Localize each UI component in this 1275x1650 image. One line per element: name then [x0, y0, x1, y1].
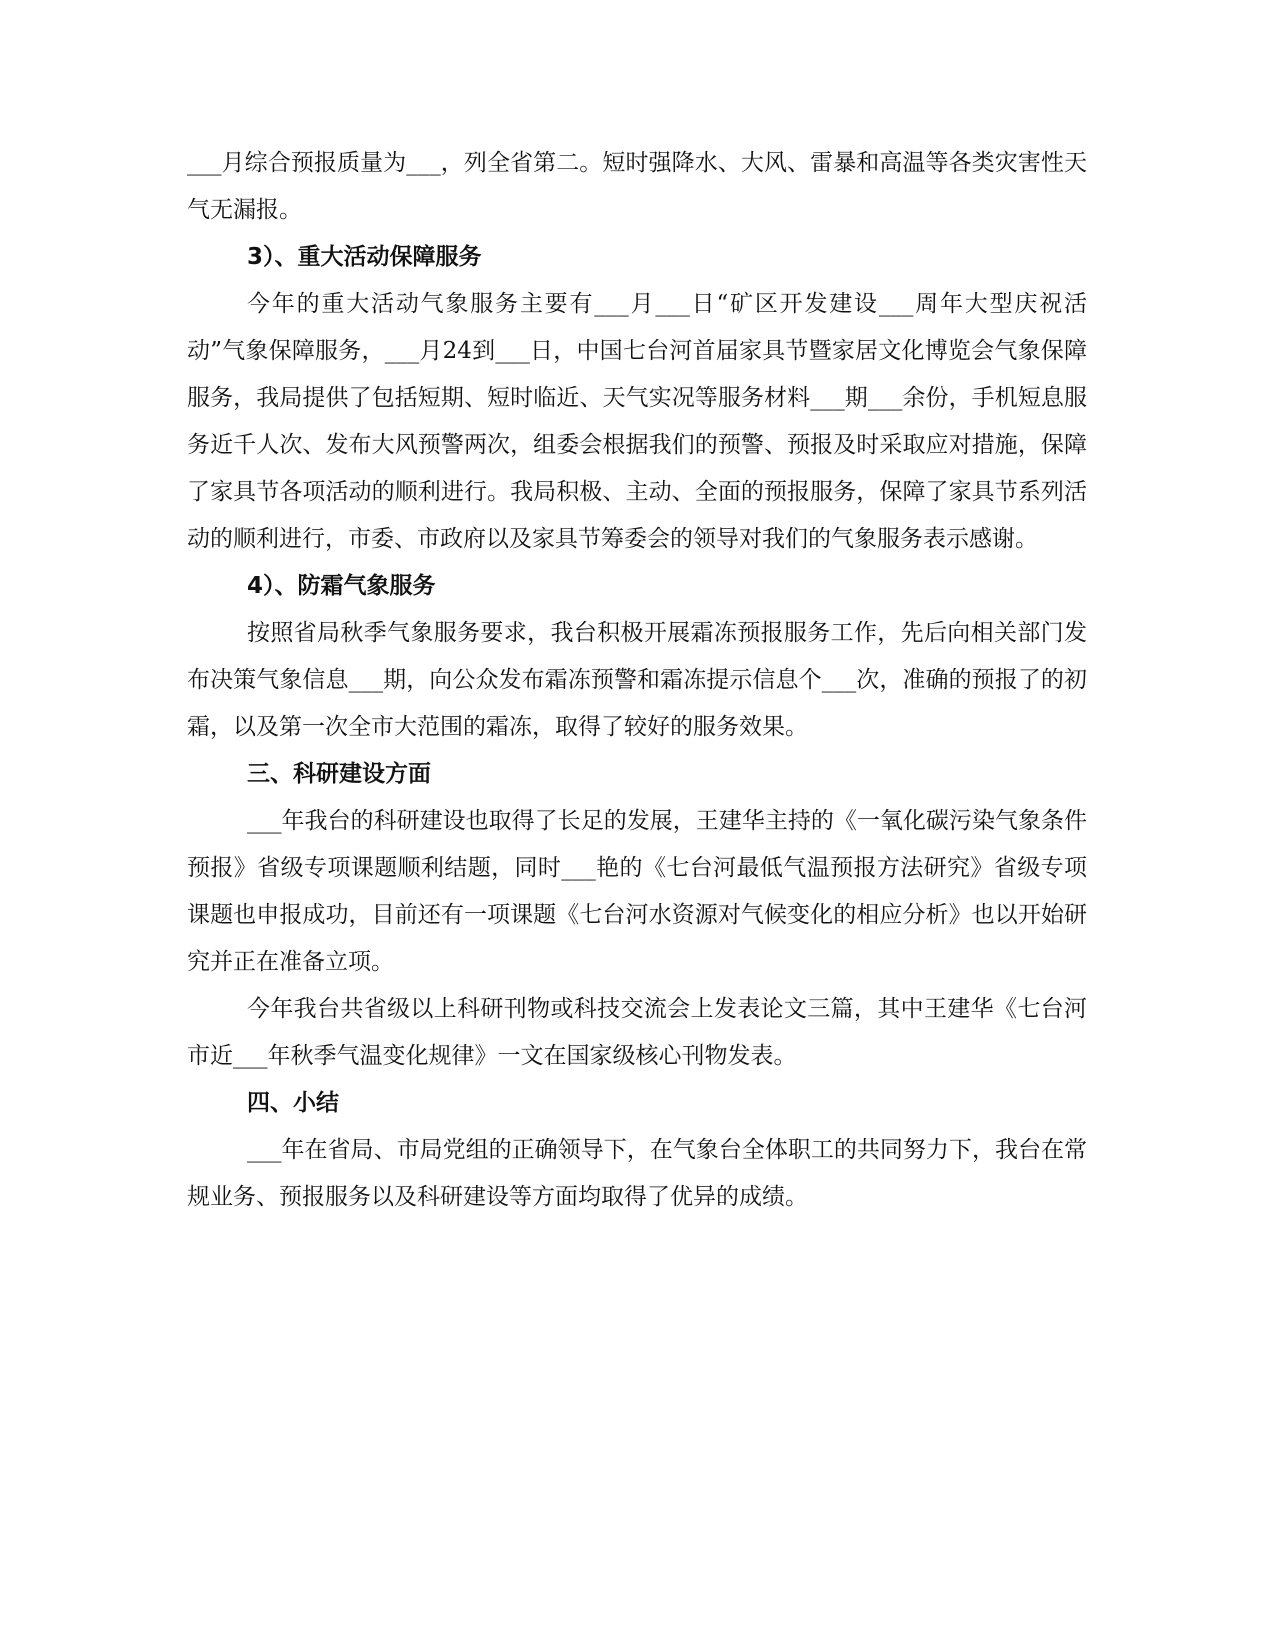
paragraph-research-papers: 今年我台共省级以上科研刊物或科技交流会上发表论文三篇，其中王建华《七台河市近___年秋季气温变化规律》一文在国家级核心刊物发表。	[187, 996, 1087, 1069]
heading-summary: 四、小结	[247, 1090, 339, 1116]
document-body	[187, 140, 1087, 1221]
heading-frost-service: 4）、防霜气象服务	[247, 573, 436, 599]
heading-major-events: 3）、重大活动保障服务	[247, 244, 482, 270]
paragraph-major-events: 今年的重大活动气象服务主要有___月___日“矿区开发建设___周年大型庆祝活动”气象保障服务，___月24到___日，中国七台河首届家具节暨家居文化博览会气象保障服务，我局提供了包括短期、短时临近、天气实况等服务材料___期___余份，手机短息服务近千人次、发布大风预警两次，组委会根据我们的预警、预报及时采取应对措施，保障了家具节各项活动的顺利进行。我局积极、主动、全面的预报服务，保障了家具节系列活动的顺利进行，市委、市政府以及家具节筹委会的领导对我们的气象服务表示感谢。	[187, 291, 1088, 552]
paragraph-summary: ___年在省局、市局党组的正确领导下，在气象台全体职工的共同努力下，我台在常规业务、预报服务以及科研建设等方面均取得了优异的成绩。	[187, 1137, 1087, 1210]
paragraph-frost-service: 按照省局秋季气象服务要求，我台积极开展霜冻预报服务工作，先后向相关部门发布决策气象信息___期，向公众发布霜冻预警和霜冻提示信息个___次，准确的预报了的初霜，以及第一次全市大范围的霜冻，取得了较好的服务效果。	[187, 620, 1087, 740]
heading-research: 三、科研建设方面	[247, 761, 431, 787]
paragraph-forecast-quality: ___月综合预报质量为___，列全省第二。短时强降水、大风、雷暴和高温等各类灾害性天气无漏报。	[187, 150, 1087, 223]
paragraph-research-projects: ___年我台的科研建设也取得了长足的发展，王建华主持的《一氧化碳污染气象条件预报》省级专项课题顺利结题，同时___艳的《七台河最低气温预报方法研究》省级专项课题也申报成功，目前还有一项课题《七台河水资源对气候变化的相应分析》也以开始研究并正在准备立项。	[187, 808, 1087, 975]
